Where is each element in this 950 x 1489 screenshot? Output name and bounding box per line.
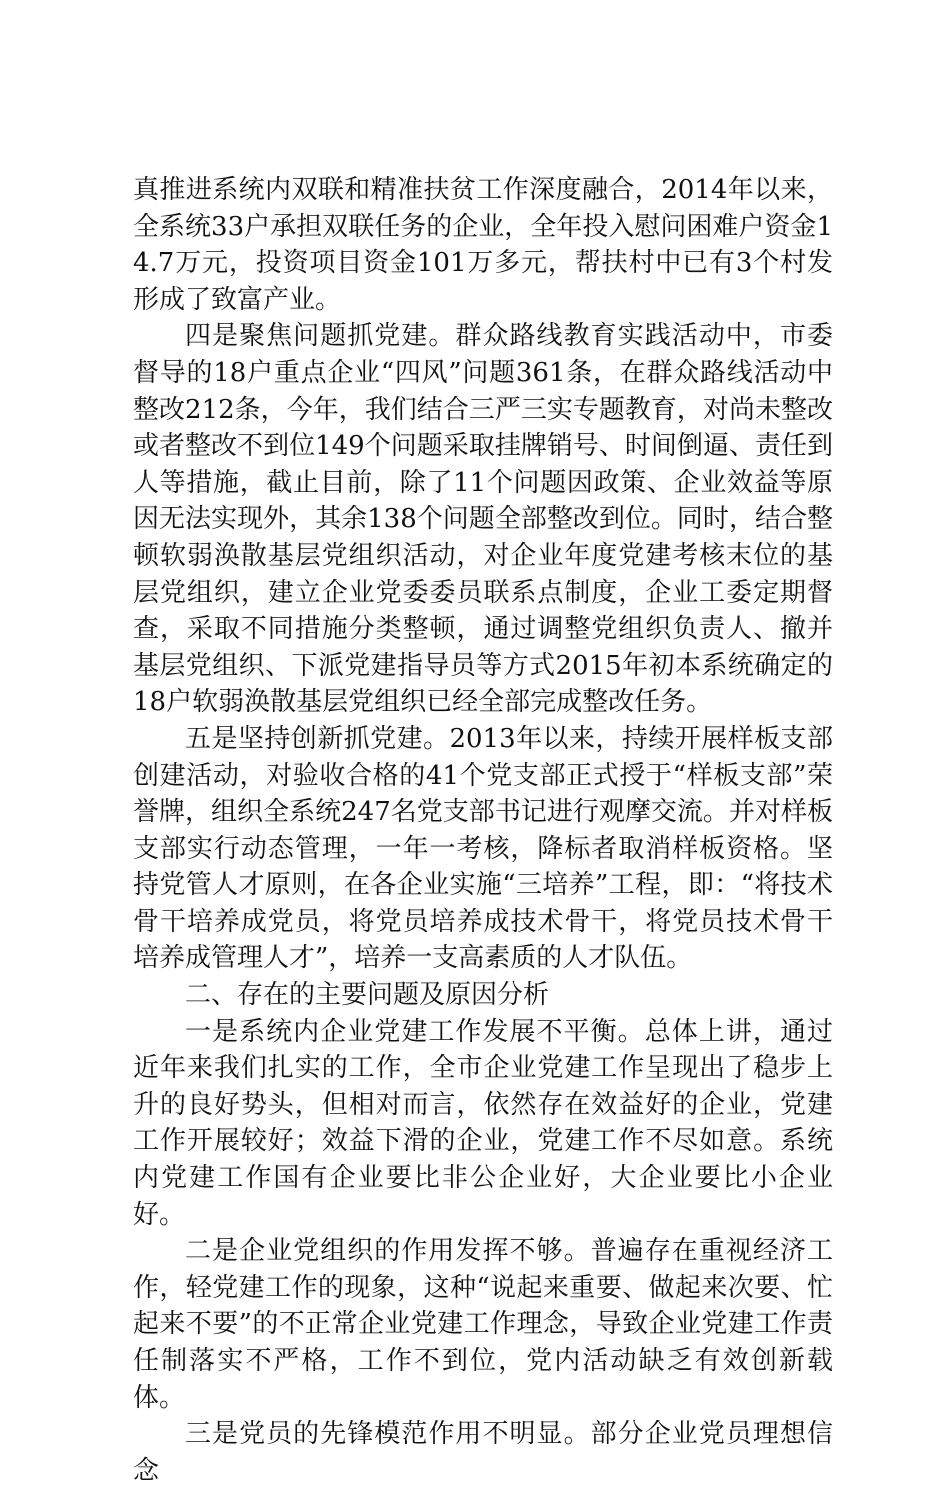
section-heading-problems: 二、存在的主要问题及原因分析	[185, 980, 550, 1011]
paragraph-innovation: 五是坚持创新抓党建。2013年以来，持续开展样板支部创建活动，对验收合格的41个党支部正式授于“样板支部”荣誉牌，组织全系统247名党支部书记进行观摩交流。并对样板支部实行动态管理，一年一考核，降标者取消样板资格。坚持党管人才原则，在各企业实施“三培养”工程，即：“将技术骨干培养成党员，将党员培养成技术骨干，将党员技术骨干培养成管理人才”，培养一支高素质的人才队伍。	[133, 723, 833, 974]
paragraph-poverty-alleviation: 真推进系统内双联和精准扶贫工作深度融合，2014年以来，全系统33户承担双联任务的企业，全年投入慰问困难户资金14.7万元，投资项目资金101万多元，帮扶村中已有3个村发形成了致富产业。	[133, 175, 833, 315]
document-body	[133, 172, 833, 1489]
paragraph-party-role: 二是企业党组织的作用发挥不够。普遍存在重视经济工作，轻党建工作的现象，这种“说起来重要、做起来次要、忙起来不要”的不正常企业党建工作理念，导致企业党建工作责任制落实不严格，工作不到位，党内活动缺乏有效创新载体。	[133, 1236, 833, 1413]
paragraph-member-role: 三是党员的先锋模范作用不明显。部分企业党员理想信念	[133, 1419, 833, 1486]
paragraph-imbalance: 一是系统内企业党建工作发展不平衡。总体上讲，通过近年来我们扎实的工作，全市企业党建工作呈现出了稳步上升的良好势头，但相对而言，依然存在效益好的企业，党建工作开展较好；效益下滑的企业，党建工作不尽如意。系统内党建工作国有企业要比非公企业好，大企业要比小企业好。	[133, 1016, 833, 1230]
paragraph-focus-problems: 四是聚焦问题抓党建。群众路线教育实践活动中，市委督导的18户重点企业“四风”问题361条，在群众路线活动中整改212条，今年，我们结合三严三实专题教育，对尚未整改或者整改不到位149个问题采取挂牌销号、时间倒逼、责任到人等措施，截止目前，除了11个问题因政策、企业效益等原因无法实现外，其余138个问题全部整改到位。同时，结合整顿软弱涣散基层党组织活动，对企业年度党建考核末位的基层党组织，建立企业党委委员联系点制度，企业工委定期督查，采取不同措施分类整顿，通过调整党组织负责人、撤并基层党组织、下派党建指导员等方式2015年初本系统确定的18户软弱涣散基层党组织已经全部完成整改任务。	[133, 321, 833, 718]
